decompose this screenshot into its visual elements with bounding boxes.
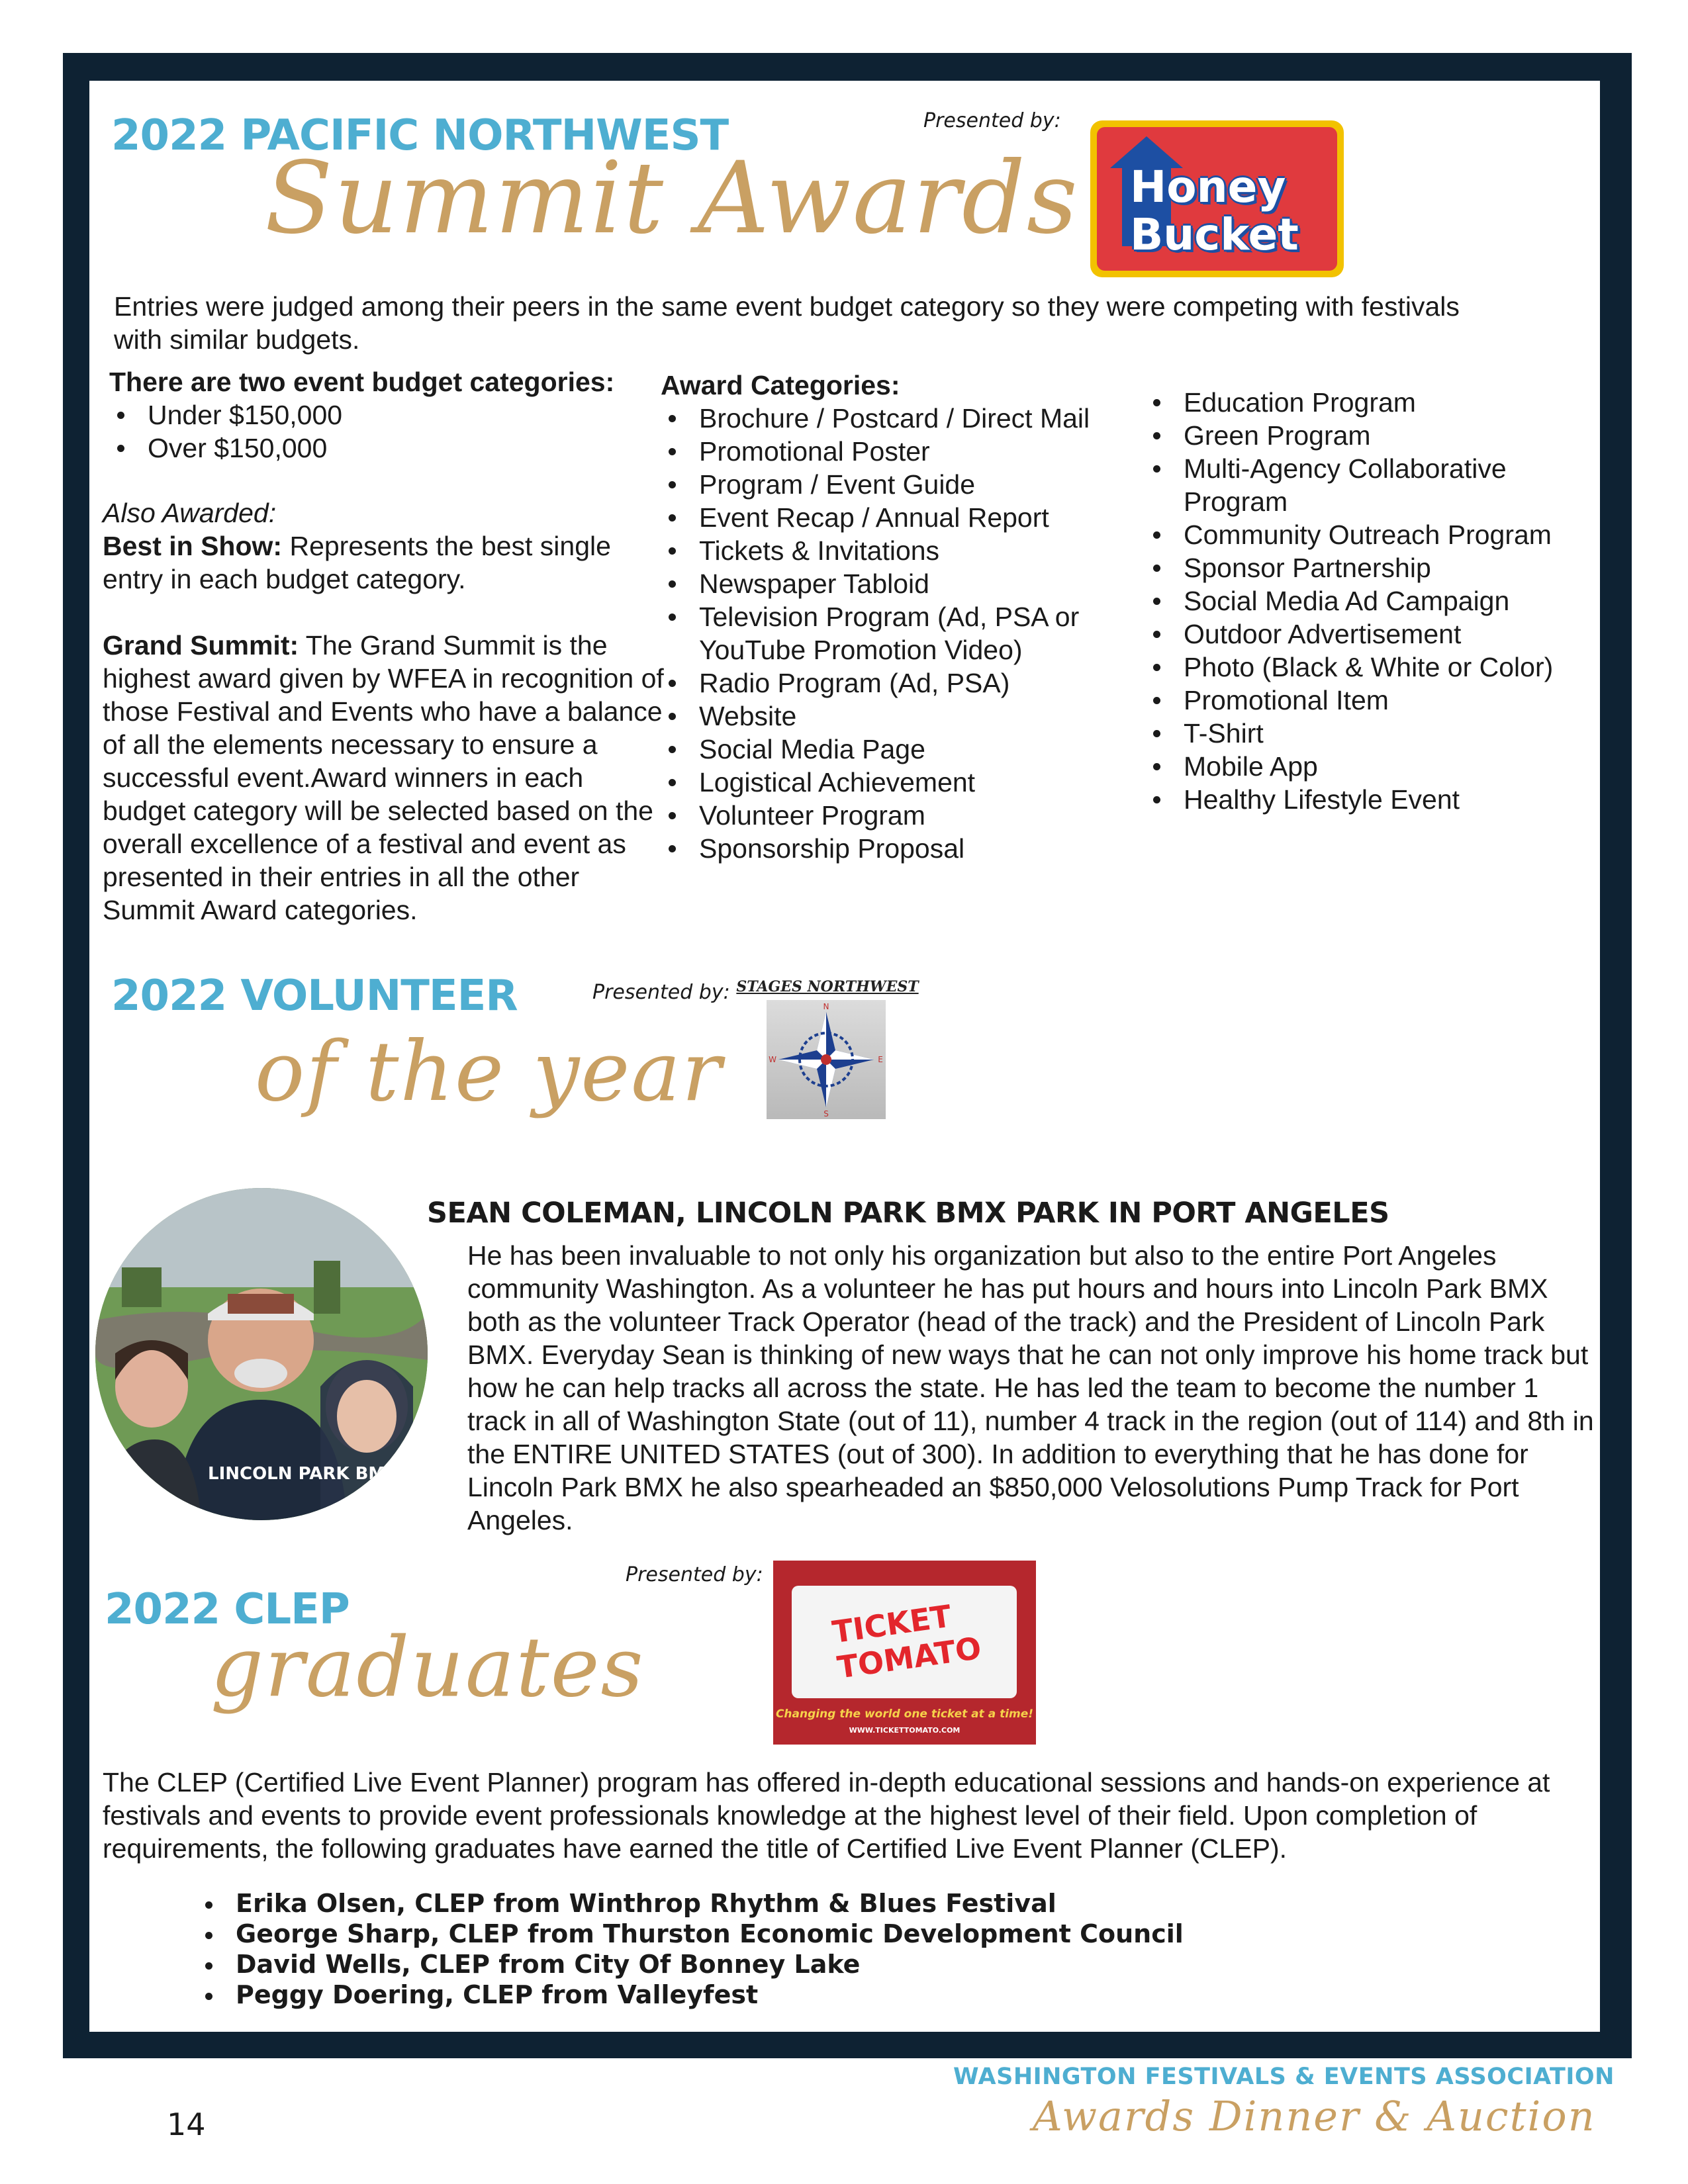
list-item: Television Program (Ad, PSA or YouTube Promotion Video) bbox=[661, 600, 1137, 666]
summit-intro: Entries were judged among their peers in the same event budget category so they were competing with festivals with similar budgets. bbox=[114, 291, 1460, 355]
list-item: Logistical Achievement bbox=[661, 766, 1137, 799]
list-item: Radio Program (Ad, PSA) bbox=[661, 666, 1137, 700]
list-item: Under $150,000 bbox=[109, 398, 665, 432]
budget-list bbox=[109, 398, 665, 465]
list-item: Social Media Page bbox=[661, 733, 1137, 766]
grand-summit-label: Grand Summit: bbox=[103, 630, 299, 660]
list-item: Newspaper Tabloid bbox=[661, 567, 1137, 600]
volunteer-presented-by: Presented by: bbox=[592, 981, 730, 1004]
grand-summit-text: The Grand Summit is the highest award given by WFEA in recognition of those Festival and Events who have a balance of all the elements necessary to ensure a successful event.Award winners in each budget category will be selected based on the overall excellence of a festival and event as presented in their entries in all the other Summit Award categories. bbox=[103, 630, 664, 925]
list-item: Social Media Ad Campaign bbox=[1145, 584, 1595, 617]
list-item: Healthy Lifestyle Event bbox=[1145, 783, 1595, 816]
list-item: George Sharp, CLEP from Thurston Economic Development Council bbox=[197, 1919, 1521, 1949]
volunteer-photo-illustration bbox=[95, 1188, 428, 1520]
list-item: Promotional Item bbox=[1145, 684, 1595, 717]
volunteer-script-title: of the year bbox=[255, 1024, 723, 1120]
list-item: Outdoor Advertisement bbox=[1145, 617, 1595, 651]
ticket-tomato-logo-title: TICKET TOMATO bbox=[829, 1598, 984, 1686]
summit-script-title: Summit Awards bbox=[265, 141, 1079, 256]
list-item: Peggy Doering, CLEP from Valleyfest bbox=[197, 1979, 1521, 2010]
list-item: Website bbox=[661, 700, 1137, 733]
list-item: Sponsorship Proposal bbox=[661, 832, 1137, 865]
footer-org-name: WASHINGTON FESTIVALS & EVENTS ASSOCIATION bbox=[953, 2064, 1615, 2090]
list-item: Photo (Black & White or Color) bbox=[1145, 651, 1595, 684]
list-item: Education Program bbox=[1145, 386, 1595, 419]
compass-letter-n: N bbox=[823, 1002, 829, 1011]
honey-bucket-logo bbox=[1090, 120, 1344, 277]
ticket-tomato-tagline: Changing the world one ticket at a time! bbox=[775, 1707, 1034, 1721]
ticket-tomato-logo bbox=[773, 1561, 1036, 1745]
budget-categories-block bbox=[109, 365, 665, 465]
list-item: Volunteer Program bbox=[661, 799, 1137, 832]
photo-shirt-text: LINCOLN PARK BMX bbox=[208, 1464, 399, 1484]
ticket-tomato-url: WWW.TICKETTOMATO.COM bbox=[849, 1726, 961, 1735]
best-in-show-text: Represents the best single entry in each budget category. bbox=[103, 531, 611, 594]
honey-bucket-logo-word-2: Bucket bbox=[1130, 209, 1299, 260]
list-item: Brochure / Postcard / Direct Mail bbox=[661, 402, 1137, 435]
best-in-show-label: Best in Show: bbox=[103, 531, 283, 561]
compass-letter-s: S bbox=[823, 1109, 829, 1118]
clep-intro: The CLEP (Certified Live Event Planner) program has offered in-depth educational sessions and hands-on experience at festivals and events to provide event professionals knowledge at the highest level of their field. Upon completion of requirements, the following graduates have earned the title of Certified Live Event Planner (CLEP). bbox=[103, 1767, 1550, 1864]
award-categories-heading: Award Categories: bbox=[661, 370, 900, 400]
compass-letter-e: E bbox=[878, 1055, 883, 1064]
award-categories-list-2 bbox=[1145, 386, 1595, 816]
list-item: Green Program bbox=[1145, 419, 1595, 452]
award-categories-list-1 bbox=[661, 402, 1137, 865]
grand-summit-paragraph bbox=[103, 629, 665, 927]
best-in-show-paragraph bbox=[103, 529, 665, 596]
award-categories-column-1 bbox=[661, 369, 1137, 865]
volunteer-photo bbox=[95, 1188, 428, 1520]
list-item: Promotional Poster bbox=[661, 435, 1137, 468]
also-awarded-block bbox=[103, 496, 665, 927]
list-item: Community Outreach Program bbox=[1145, 518, 1595, 551]
summit-heading: 2022 PACIFIC NORTHWEST bbox=[111, 111, 729, 160]
list-item: Erika Olsen, CLEP from Winthrop Rhythm & Blues Festival bbox=[197, 1888, 1521, 1919]
list-item: Event Recap / Annual Report bbox=[661, 501, 1137, 534]
footer-script: Awards Dinner & Auction bbox=[1033, 2092, 1596, 2140]
volunteer-heading: 2022 VOLUNTEER bbox=[111, 972, 518, 1021]
summit-presented-by: Presented by: bbox=[923, 109, 1061, 132]
list-item: Mobile App bbox=[1145, 750, 1595, 783]
page-number: 14 bbox=[167, 2107, 206, 2142]
volunteer-description: He has been invaluable to not only his organization but also to the entire Port Angeles community Washington. As a volunteer he has put hours and hours into Lincoln Park BMX both as the volunteer Track Operator (head of the track) and the President of Lincoln Park BMX. Everyday Sean is thinking of new ways that he can not only improve his home track but how he can help tracks all across the state. He has led the team to become the number 1 track in all of Washington State (out of 11), number 4 track in the region (out of 114) and 8th in the ENTIRE UNITED STATES (out of 300). In addition to everything that he has done for Lincoln Park BMX he also spearheaded an $850,000 Velosolutions Pump Track for Port Angeles. bbox=[467, 1240, 1594, 1535]
list-item: Multi-Agency Collaborative Program bbox=[1145, 452, 1595, 518]
clep-presented-by: Presented by: bbox=[626, 1563, 763, 1586]
stages-northwest-logo bbox=[735, 978, 920, 1120]
clep-script-title: graduates bbox=[211, 1619, 645, 1715]
stages-northwest-logo-text: STAGES NORTHWEST bbox=[736, 978, 919, 995]
clep-graduates-list bbox=[197, 1888, 1521, 2010]
list-item: David Wells, CLEP from City Of Bonney Lake bbox=[197, 1949, 1521, 1979]
compass-logo-box bbox=[767, 1000, 886, 1119]
award-categories-column-2 bbox=[1145, 386, 1595, 816]
list-item: Over $150,000 bbox=[109, 432, 665, 465]
budget-categories-heading: There are two event budget categories: bbox=[109, 367, 615, 397]
honey-bucket-logo-word-1: Honey bbox=[1130, 161, 1286, 212]
clep-heading: 2022 CLEP bbox=[105, 1585, 350, 1634]
list-item: Tickets & Invitations bbox=[661, 534, 1137, 567]
list-item: Program / Event Guide bbox=[661, 468, 1137, 501]
also-awarded-label: Also Awarded: bbox=[103, 498, 277, 528]
list-item: T-Shirt bbox=[1145, 717, 1595, 750]
volunteer-winner-title: SEAN COLEMAN, LINCOLN PARK BMX PARK IN PORT ANGELES bbox=[427, 1197, 1389, 1230]
compass-letter-w: W bbox=[769, 1055, 776, 1064]
compass-rose-icon bbox=[767, 1000, 886, 1119]
list-item: Sponsor Partnership bbox=[1145, 551, 1595, 584]
